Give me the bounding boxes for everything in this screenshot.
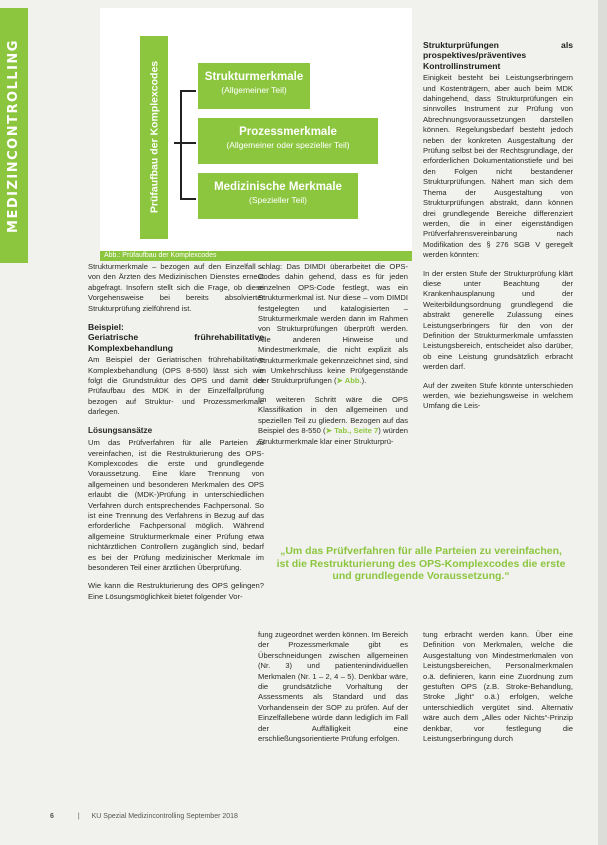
figure-box-title: Prozessmerkmale (239, 126, 337, 138)
paragraph-text: ). (361, 376, 367, 386)
figure-vertical-label: Prüfaufbau der Komplexcodes (148, 60, 161, 214)
heading-example-title: Geriatrische frührehabilitative Komplexbehandlung (88, 332, 264, 353)
paragraph: Strukturmerkmale – bezogen auf den Einzelfall – von den Ärzten des Medizinischen Dienstes erneut abgefragt. Insofern stellt sich die Frage, ob diese Vorgehensweise bei bereits absolvierter Strukturprüfung zielführend ist. (88, 262, 264, 313)
section-tab-label: MEDIZINCONTROLLING (6, 39, 21, 233)
page-footer (50, 813, 238, 820)
heading-structure-checks: Strukturprüfungen als prospektives/präventives Kontrollinstrument (423, 40, 573, 71)
column-3 (423, 36, 573, 420)
page-number: 6 (50, 813, 54, 820)
figure-vertical-bar (140, 36, 168, 239)
paragraph: In der ersten Stufe der Strukturprüfung klärt diese unter Beachtung der Krankenhausplanung und der Weiterbildungsordnung grundlegend die abstrakt generelle Zulassung eines Leistungserbringers für den von der Definition der Strukturmerkmale umfassten Leistungsbereich, entscheidet also darüber, ob eine Leistung grundsätzlich erbracht werden darf. (423, 268, 573, 372)
paragraph: Wie kann die Restrukturierung des OPS gelingen? Eine Lösungsmöglichkeit bietet folgender Vor- (88, 581, 264, 601)
paragraph (258, 262, 408, 387)
paragraph: Am Beispiel der Geriatrischen frührehabilitative Komplexbehandlung (OPS 8-550) lässt sich wie folgt die Grundstruktur des OPS und damit der Prüfaufbau des MDK in der Einzelfallprüfung bezogen auf Struktur- und Prozessmerkmale darlegen. (88, 355, 264, 417)
figure-box-subtitle: (Spezieller Teil) (249, 195, 307, 205)
figure-box-struktur (198, 63, 310, 109)
heading-example (88, 322, 264, 353)
figure-reference-link[interactable]: ➤ Abb. (336, 376, 362, 386)
figure-box-subtitle: (Allgemeiner Teil) (221, 85, 287, 95)
paragraph (258, 395, 408, 447)
footer-source: KU Spezial Medizincontrolling September 2018 (91, 813, 238, 820)
heading-example-label: Beispiel: (88, 322, 124, 333)
paragraph: Einigkeit besteht bei Leistungserbringern und Kostenträgern, aber auch beim MDK dahingehend, dass Strukturprüfungen ein sinnvolles Instrument zur Prüfung von Abrechnungsvoraussetzungen darstellen können. Regelungsbedarf besteht jedoch neben der konkreten Ausgestaltung der Prüfung selbst bei der Rechtsgrundlage, der erforderlichen Dokumentationstiefe und bei den Folgen nicht bestandener Strukturprüfungen. Nähert man sich dem Thema der Ausgestaltung von Strukturprüfungen abstrakt, dann können drei grundlegende Bereiche differenziert werden, die in einer eigenständigen Prüfverfahrensvereinbarung nach Modifikation des § 276 SGB V geregelt werden könnten: (423, 73, 573, 260)
paragraph-text: schlag: Das DIMDI überarbeitet die OPS-Codes dahin gehend, dass es für jeden einzelnen OPS-Code festlegt, was ein Strukturmerkmal ist. Nur diese – vom DIMDI festgelegten und katalogisierten – Strukturmerkmale werden dann im Rahmen von Strukturprüfungen überprüft werden. Alle anderen Hinweise und Mindestmerkmale, die nicht explizit als Strukturmerkmale gekennzeichnet sind, sind im Umkehrschluss keine Prüfgegenstände der Strukturprüfungen ( (258, 262, 408, 386)
column-2-bottom (258, 630, 408, 752)
column-3-bottom (423, 630, 573, 752)
column-2 (258, 262, 408, 455)
figure-box-title: Strukturmerkmale (204, 71, 304, 83)
paragraph: Auf der zweiten Stufe könnte unterschieden werden, wie beziehungsweise in welchem Umfang die Leis- (423, 380, 573, 411)
figure-box-subtitle: (Allgemeiner oder spezieller Teil) (226, 140, 350, 150)
paragraph: Um das Prüfverfahren für alle Parteien zu vereinfachen, ist die Restrukturierung des OPS-Komplexcodes die erste und grundlegende Voraussetzung. Eine klare Trennung von allgemeinen und besonderen Merkmalen des OPS erlaubt die (MDK-)Prüfung in unterschiedlichen Verfahren durch entsprechendes Fachpersonal. So ist eine Trennung des Verfahrens in Bezug auf das erforderliche Fachpersonal möglich. Während allgemeine Strukturmerkmale einer Prüfung etwa nichtärztlichen Controllern zugänglich sind, bedarf es bei der Prüfung medizinischer Merkmale im besonderen Teil einer ärztlichen Überprüfung. (88, 438, 264, 572)
figure-bracket (180, 90, 196, 200)
figure-box-title: Medizinische Merkmale (214, 181, 342, 193)
figure-box-prozess (198, 118, 378, 164)
paragraph-text: ) würden Strukturmerkmale klar einer Strukturprü- (258, 426, 408, 446)
paragraph-text: Im weiteren Schritt wäre die OPS Klassifikation in den allgemeinen und speziellen Teil zu gliedern. Bezogen auf das Beispiel des 8-550 ( (258, 394, 408, 436)
heading-solutions: Lösungsansätze (88, 425, 153, 435)
table-reference-link[interactable]: ➤ Tab., Seite 7 (325, 426, 379, 436)
section-tab (0, 8, 28, 263)
column-1 (88, 262, 264, 610)
paragraph: tung erbracht werden kann. Über eine Definition von Merkmalen, welche die Ausgestaltung von Mindestmerkmalen von Leistungsbereichen, Personalmerkmalen o.ä. definieren, kann eine Zuordnung zum gestuften OPS (z.B. Stroke-Behandlung, Stroke „light“ o.ä.) erfolgen, welche unterschiedlich vergütet sind. Alternativ wäre auch dem „Alles oder Nichts“-Prinzip denkbar, vor festlegung die Leistungserbringung durch (423, 630, 573, 744)
figure-box-medizinisch (198, 173, 358, 219)
paragraph: fung zugeordnet werden können. Im Bereich der Prozessmerkmale gibt es Überschneidungen zwischen allgemeinen (Nr. 3) und patientenindividuellen Merkmalen (Nr. 1 – 2, 4 – 5). Denkbar wäre, die grundsätzliche Vorhaltung der Assessments als Standard und das Vorhandensein der SOP zu prüfen. Auf der Einzelfallebene würde dann lediglich im Fall der Auffälligkeit eine erschließungsorientierte Prüfung erfolgen. (258, 630, 408, 744)
page-edge (598, 0, 607, 845)
pull-quote: „Um das Prüfverfahren für alle Parteien zu vereinfachen, ist die Restrukturierung des OPS-Komplexcodes die erste und grundlegende Voraussetzung.“ (276, 545, 566, 582)
figure (100, 8, 412, 259)
figure-bracket-tick (174, 142, 196, 144)
figure-caption: Abb.: Prüfaufbau der Komplexcodes (100, 251, 412, 261)
footer-separator: | (77, 813, 80, 820)
